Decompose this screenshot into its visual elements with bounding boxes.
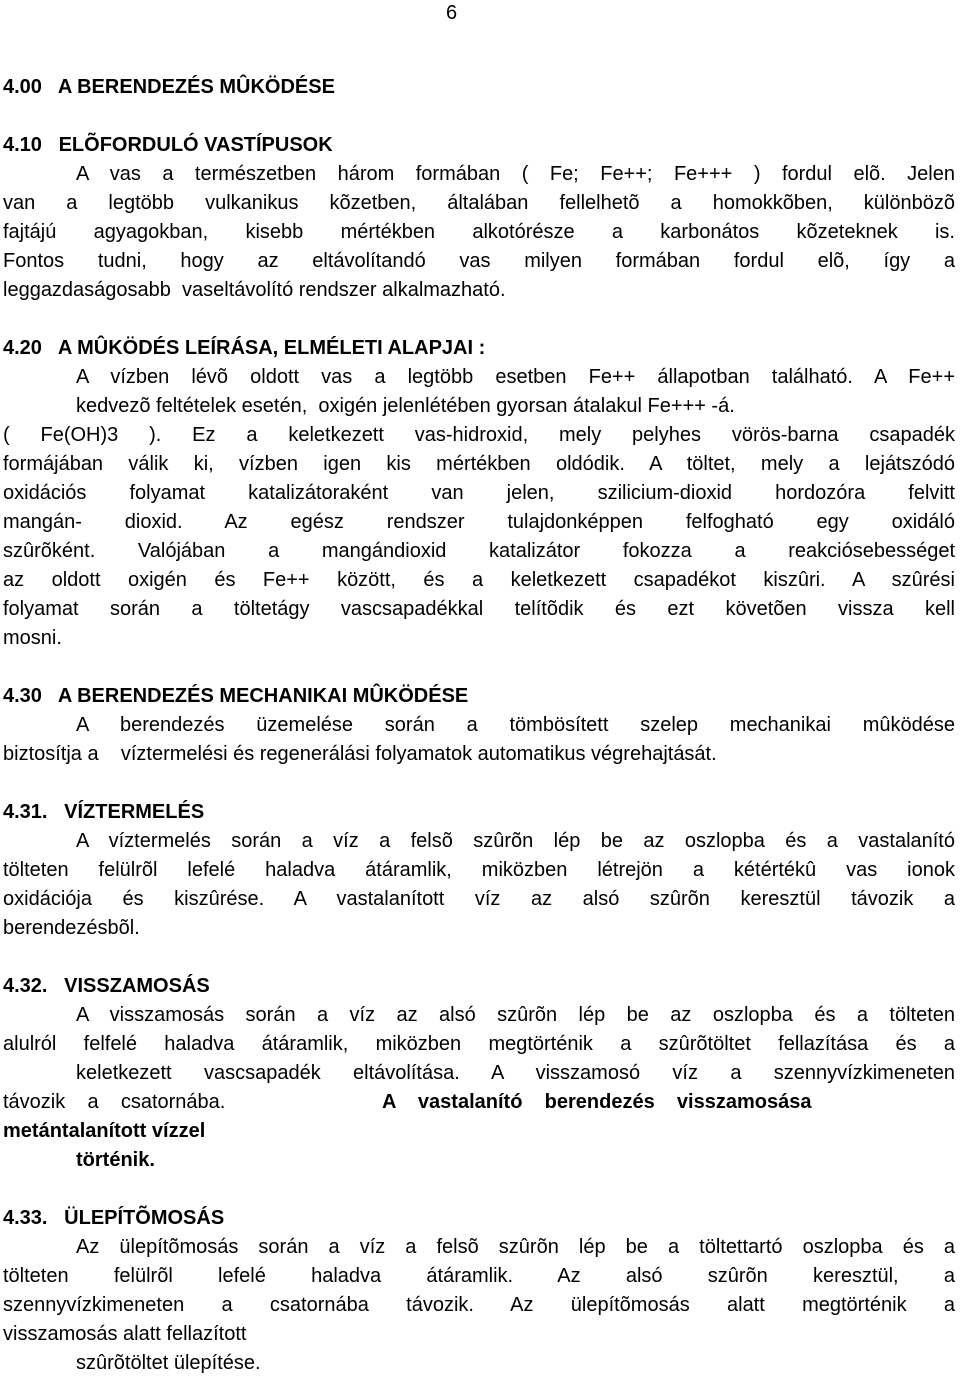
paragraph-line: Fontos tudni, hogy az eltávolítandó vas milyen formában fordul elõ, így a	[3, 250, 955, 272]
paragraph-line: folyamat során a töltetágy vascsapadékkal telítõdik és ezt követõen vissza kell	[3, 598, 955, 620]
emphasis-text: történik.	[76, 1149, 155, 1171]
paragraph-line: mangán- dioxid. Az egész rendszer tulajdonképpen felfogható egy oxidáló	[3, 511, 955, 533]
paragraph-line: ( Fe(OH)3 ). Ez a keletkezett vas-hidroxid, mely pelyhes vörös-barna csapadék	[3, 424, 955, 446]
section-heading-4-31: 4.31. VÍZTERMELÉS	[3, 801, 205, 823]
paragraph-line: tölteten felülrõl lefelé haladva átáramlik. Az alsó szûrõn keresztül, a	[3, 1265, 955, 1287]
paragraph-line: berendezésbõl.	[3, 917, 140, 939]
section-heading-4-00: 4.00 A BERENDEZÉS MÛKÖDÉSE	[3, 76, 335, 98]
section-heading-4-33: 4.33. ÜLEPÍTÕMOSÁS	[3, 1207, 225, 1229]
paragraph-line: van a legtöbb vulkanikus kõzetben, általában fellelhetõ a homokkõben, különbözõ	[3, 192, 955, 214]
paragraph-line: A visszamosás során a víz az alsó szûrõn lép be az oszlopba és a tölteten	[76, 1004, 955, 1026]
paragraph-line: leggazdaságosabb vaseltávolító rendszer alkalmazható.	[3, 279, 506, 301]
paragraph-line: A vízben lévõ oldott vas a legtöbb esetben Fe++ állapotban található. A Fe++	[76, 366, 955, 388]
section-heading-4-32: 4.32. VISSZAMOSÁS	[3, 975, 210, 997]
paragraph-line: távozik a csatornába.	[3, 1091, 226, 1113]
paragraph-line: kedvezõ feltételek esetén, oxigén jelenlétében gyorsan átalakul Fe+++ -á.	[76, 395, 735, 417]
paragraph-line: A víztermelés során a víz a felsõ szûrõn lép be az oszlopba és a vastalanító	[76, 830, 955, 852]
paragraph-line: biztosítja a víztermelési és regenerálási folyamatok automatikus végrehajtását.	[3, 743, 717, 765]
section-heading-4-20: 4.20 A MÛKÖDÉS LEÍRÁSA, ELMÉLETI ALAPJAI :	[3, 337, 486, 359]
paragraph-line: A berendezés üzemelése során a tömbösített szelep mechanikai mûködése	[76, 714, 955, 736]
paragraph-line: oxidációs folyamat katalizátoraként van jelen, szilicium-dioxid hordozóra felvitt	[3, 482, 955, 504]
emphasis-text: metántalanított vízzel	[3, 1120, 206, 1142]
paragraph-line: szennyvízkimeneten a csatornába távozik. Az ülepítõmosás alatt megtörténik a	[3, 1294, 955, 1316]
paragraph-line: fajtájú agyagokban, kisebb mértékben alkotórésze a karbonátos kõzeteknek is.	[3, 221, 955, 243]
paragraph-line: tölteten felülrõl lefelé haladva átáramlik, miközben létrejön a kétértékû vas ionok	[3, 859, 955, 881]
paragraph-line: alulról felfelé haladva átáramlik, miközben megtörténik a szûrõtöltet fellazítása és a	[3, 1033, 955, 1055]
paragraph-line: szûrõtöltet ülepítése.	[76, 1352, 261, 1374]
section-heading-4-30: 4.30 A BERENDEZÉS MECHANIKAI MÛKÖDÉSE	[3, 685, 469, 707]
paragraph-line: visszamosás alatt fellazított	[3, 1323, 247, 1345]
paragraph-line: Az ülepítõmosás során a víz a felsõ szûrõn lép be a töltettartó oszlopba és a	[76, 1236, 955, 1258]
paragraph-line: A vas a természetben három formában ( Fe; Fe++; Fe+++ ) fordul elõ. Jelen	[76, 163, 955, 185]
paragraph-line: mosni.	[3, 627, 62, 649]
paragraph-line: keletkezett vascsapadék eltávolítása. A visszamosó víz a szennyvízkimeneten	[76, 1062, 955, 1084]
page-number: 6	[446, 2, 458, 24]
paragraph-line: az oldott oxigén és Fe++ között, és a keletkezett csapadékot kiszûri. A szûrési	[3, 569, 955, 591]
paragraph-line: formájában válik ki, vízben igen kis mértékben oldódik. A töltet, mely a lejátszódó	[3, 453, 955, 475]
emphasis-text: A vastalanító berendezés visszamosása	[382, 1091, 812, 1113]
section-heading-4-10: 4.10 ELÕFORDULÓ VASTÍPUSOK	[3, 134, 333, 156]
paragraph-line: szûrõként. Valójában a mangándioxid katalizátor fokozza a reakciósebességet	[3, 540, 955, 562]
paragraph-line: oxidációja és kiszûrése. A vastalanított víz az alsó szûrõn keresztül távozik a	[3, 888, 955, 910]
